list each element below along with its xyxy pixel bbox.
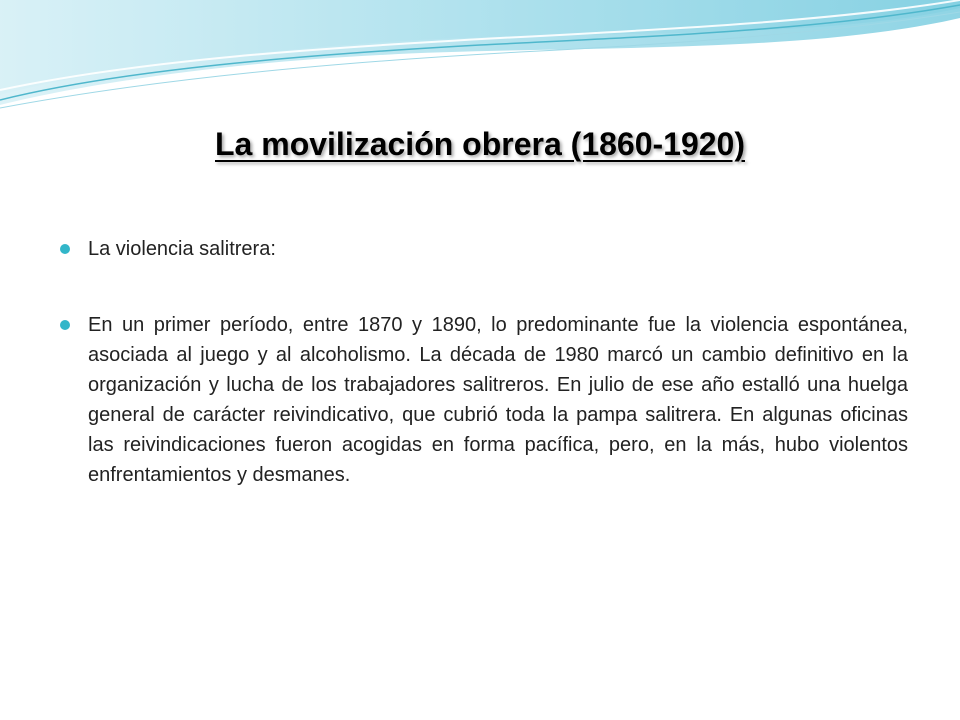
list-item (60, 234, 908, 264)
bullet-text: En un primer período, entre 1870 y 1890, lo predominante fue la violencia espontánea, asociada al juego y al alcoholismo. La década de 1980 marcó un cambio definitivo en la organización y lucha de los trabajadores salitreros. En julio de ese año estalló una huelga general de carácter reivindicativo, que cubrió toda la pampa salitrera. En algunas oficinas las reivindicaciones fueron acogidas en forma pacífica, pero, en la más, hubo violentos enfrentamientos y desmanes. (88, 314, 908, 486)
list-item (60, 310, 908, 490)
slide-title: La movilización obrera (1860-1920) (215, 126, 745, 162)
bullet-icon (60, 320, 70, 330)
bullet-text: La violencia salitrera: (88, 238, 276, 260)
bullet-list (60, 234, 908, 490)
bullet-icon (60, 244, 70, 254)
decorative-wave-header (0, 0, 960, 120)
